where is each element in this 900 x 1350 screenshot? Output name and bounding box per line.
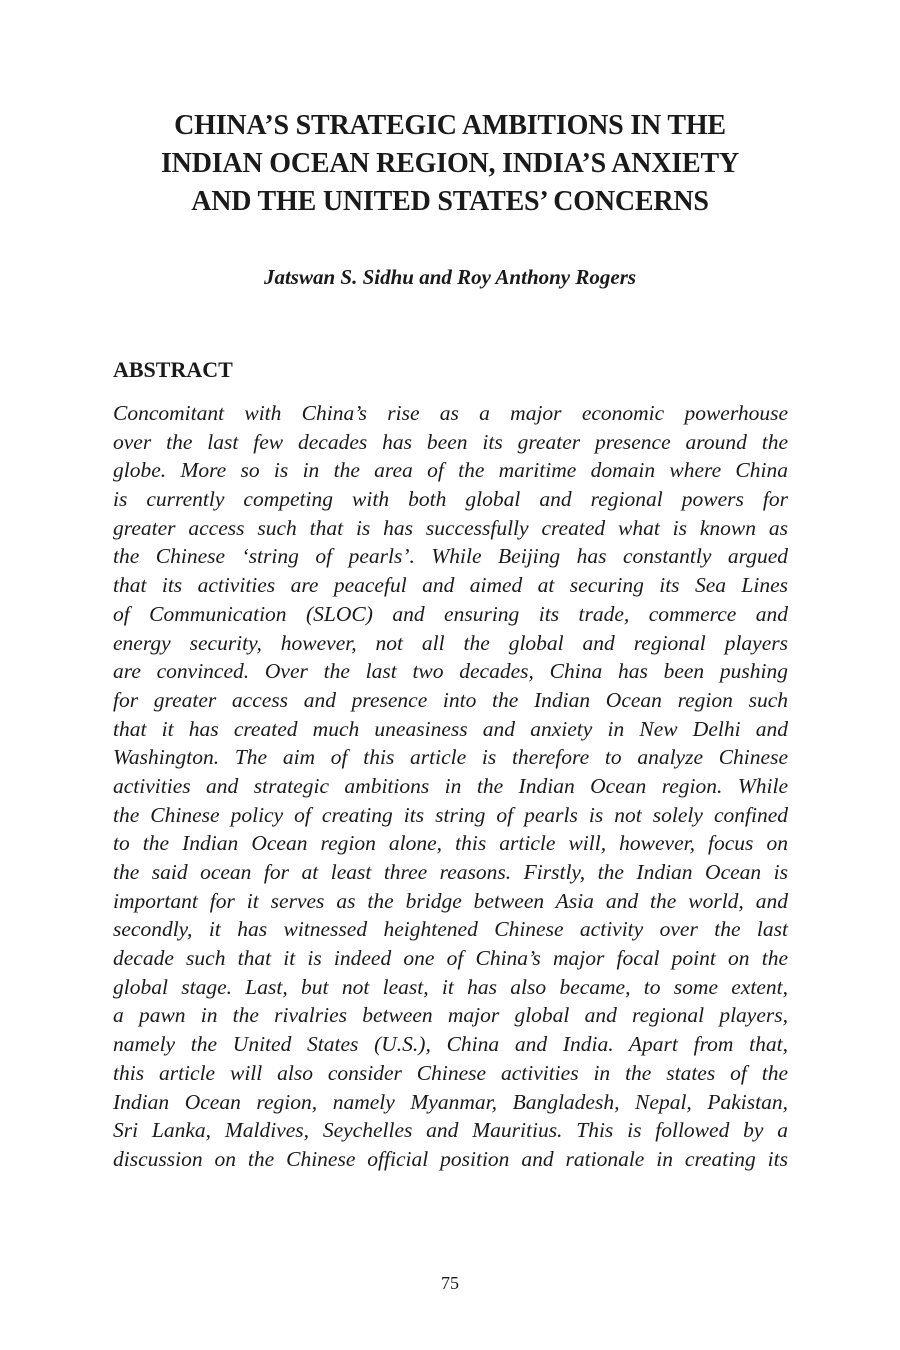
abstract-line: to the Indian Ocean region alone, this article will, however, focus on bbox=[113, 831, 788, 856]
title-line: AND THE UNITED STATES’ CONCERNS bbox=[191, 186, 709, 217]
abstract-line: namely the United States (U.S.), China and India. Apart from that, bbox=[113, 1032, 788, 1057]
abstract-line: for greater access and presence into the Indian Ocean region such bbox=[113, 687, 788, 712]
abstract-line: that it has created much uneasiness and anxiety in New Delhi and bbox=[113, 716, 788, 741]
abstract-line: decade such that it is indeed one of China’s major focal point on the bbox=[113, 946, 788, 971]
title-line: CHINA’S STRATEGIC AMBITIONS IN THE bbox=[174, 110, 726, 141]
abstract-line: Washington. The aim of this article is therefore to analyze Chinese bbox=[113, 745, 788, 770]
abstract-line: greater access such that is has successfully created what is known as bbox=[113, 515, 788, 540]
abstract-line: that its activities are peaceful and aimed at securing its Sea Lines bbox=[113, 573, 788, 598]
abstract-line: global stage. Last, but not least, it has also became, to some extent, bbox=[113, 974, 788, 999]
abstract-line: this article will also consider Chinese activities in the states of the bbox=[113, 1060, 788, 1085]
abstract-line: a pawn in the rivalries between major global and regional players, bbox=[113, 1003, 788, 1028]
abstract-line: Indian Ocean region, namely Myanmar, Bangladesh, Nepal, Pakistan, bbox=[113, 1089, 788, 1114]
abstract-body bbox=[113, 399, 788, 1174]
abstract-heading: ABSTRACT bbox=[113, 357, 233, 382]
article-title bbox=[100, 107, 800, 221]
abstract-line: are convinced. Over the last two decades, China has been pushing bbox=[113, 659, 788, 684]
page-number: 75 bbox=[441, 1273, 459, 1293]
abstract-line: discussion on the Chinese official position and rationale in creating its bbox=[113, 1146, 788, 1171]
abstract-line: the Chinese ‘string of pearls’. While Beijing has constantly argued bbox=[113, 544, 788, 569]
author-names: Jatswan S. Sidhu and Roy Anthony Rogers bbox=[263, 265, 637, 289]
abstract-line: Concomitant with China’s rise as a major economic powerhouse bbox=[113, 401, 788, 425]
abstract-line: important for it serves as the bridge between Asia and the world, and bbox=[113, 888, 788, 913]
abstract-line: of Communication (SLOC) and ensuring its trade, commerce and bbox=[113, 601, 788, 626]
abstract-line: secondly, it has witnessed heightened Chinese activity over the last bbox=[113, 917, 788, 942]
abstract-line: the said ocean for at least three reasons. Firstly, the Indian Ocean is bbox=[113, 860, 788, 884]
abstract-line: is currently competing with both global and regional powers for bbox=[113, 487, 788, 512]
abstract-line: globe. More so is in the area of the maritime domain where China bbox=[113, 458, 788, 483]
abstract-line: the Chinese policy of creating its string of pearls is not solely confined bbox=[113, 802, 788, 827]
abstract-line: activities and strategic ambitions in the Indian Ocean region. While bbox=[113, 773, 788, 798]
abstract-line: energy security, however, not all the global and regional players bbox=[113, 630, 788, 655]
abstract-line: over the last few decades has been its greater presence around the bbox=[113, 429, 788, 454]
abstract-line: Sri Lanka, Maldives, Seychelles and Mauritius. This is followed by a bbox=[113, 1118, 788, 1143]
title-line: INDIAN OCEAN REGION, INDIA’S ANXIETY bbox=[160, 148, 740, 179]
